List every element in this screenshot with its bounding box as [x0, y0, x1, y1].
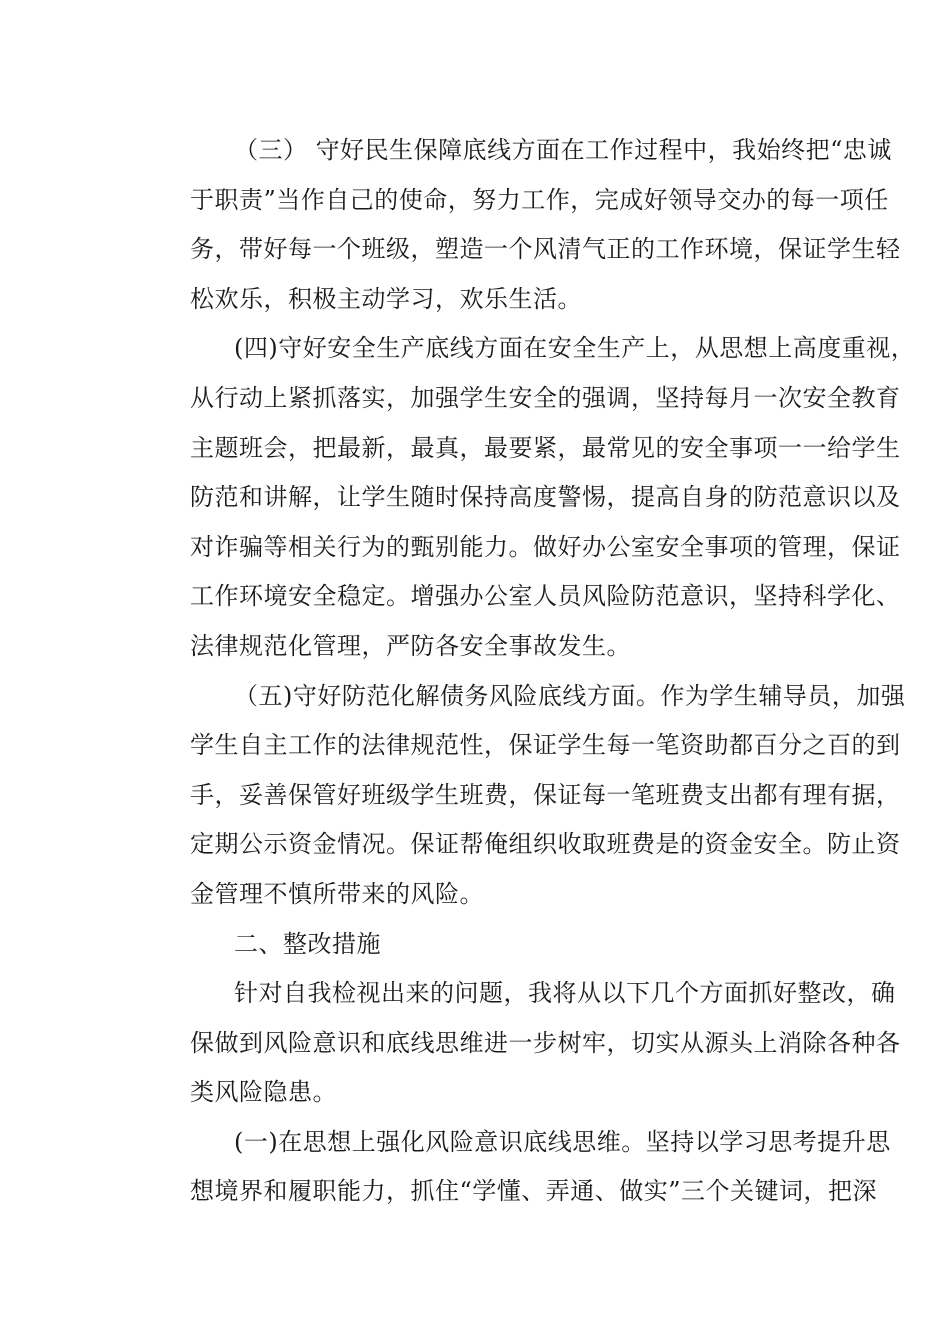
text-line: 于职责”当作自己的使命，努力工作，完成好领导交办的每一项任: [190, 185, 889, 214]
paragraph-strengthen-awareness: [146, 1118, 891, 1217]
text-line: 法律规范化管理，严防各安全事故发生。: [190, 631, 631, 660]
text-line: 从行动上紧抓落实，加强学生安全的强调，坚持每月一次安全教育: [190, 383, 901, 412]
text-line: 务，带好每一个班级，塑造一个风清气正的工作环境，保证学生轻: [190, 235, 901, 264]
section-heading-rectification: [146, 920, 806, 970]
paragraph-production-safety: [146, 324, 916, 671]
text-line: 对诈骗等相关行为的甄别能力。做好办公室安全事项的管理，保证: [190, 532, 901, 561]
text-line: （五)守好防范化解债务风险底线方面。作为学生辅导员，加强: [234, 681, 906, 710]
text-line: （三） 守好民生保障底线方面在工作过程中，我始终把“忠诚: [234, 136, 892, 164]
paragraph-rectification-intro: [146, 969, 901, 1118]
text-line: 针对自我检视出来的问题，我将从以下几个方面抓好整改，确: [234, 979, 896, 1008]
document-body: [146, 126, 916, 1217]
text-line: 保做到风险意识和底线思维进一步树牢，切实从源头上消除各种各: [190, 1028, 901, 1057]
text-line: 手，妥善保管好班级学生班费，保证每一笔班费支出都有理有据，: [190, 780, 901, 809]
paragraph-livelihood-security: [146, 126, 901, 324]
text-line: 想境界和履职能力，抓住“学懂、弄通、做实”三个关键词，把深: [190, 1177, 878, 1206]
text-line: (四)守好安全生产底线方面在安全生产上，从思想上高度重视，: [234, 334, 916, 363]
text-line: 类风险隐患。: [190, 1078, 337, 1107]
paragraph-debt-risk: [146, 672, 906, 920]
text-line: 防范和讲解，让学生随时保持高度警惕，提高自身的防范意识以及: [190, 483, 901, 512]
text-line: 主题班会，把最新，最真，最要紧，最常见的安全事项一一给学生: [190, 433, 901, 462]
text-line: 学生自主工作的法律规范性，保证学生每一笔资助都百分之百的到: [190, 731, 901, 760]
text-line: (一)在思想上强化风险意识底线思维。坚持以学习思考提升思: [234, 1127, 891, 1156]
text-line: 定期公示资金情况。保证帮俺组织收取班费是的资金安全。防止资: [190, 830, 901, 859]
section-heading: 二、整改措施: [234, 929, 381, 958]
text-line: 金管理不慎所带来的风险。: [190, 879, 484, 908]
text-line: 工作环境安全稳定。增强办公室人员风险防范意识，坚持科学化、: [190, 582, 901, 611]
text-line: 松欢乐，积极主动学习，欢乐生活。: [190, 284, 582, 313]
